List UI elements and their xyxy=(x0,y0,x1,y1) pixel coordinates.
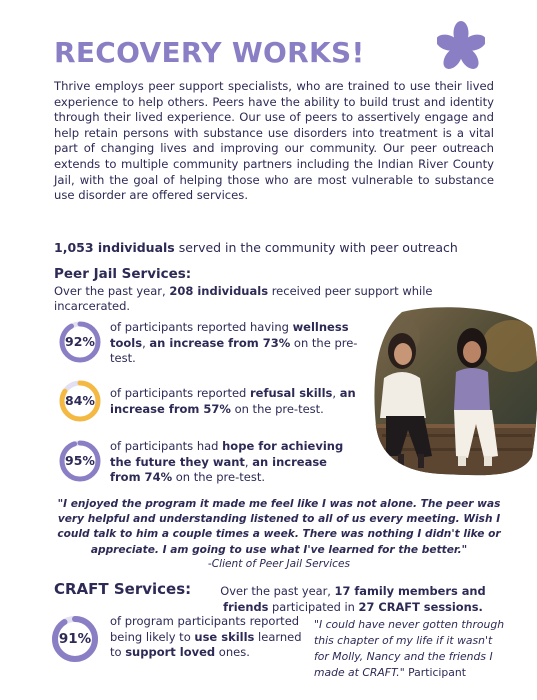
percent-label: 95% xyxy=(65,453,95,468)
craft-intro-bold-2: 27 CRAFT sessions. xyxy=(358,600,483,614)
two-women-talking-photo xyxy=(372,306,537,478)
stat-text-2: , xyxy=(244,454,253,469)
client-quote: "I enjoyed the program it made me feel like I was not alone. The peer was very helpful and understanding listened to all of us every meeting. Wish I could talk to him a couple times a week. There was nothing I didn't like or appreciate. I am going to use what I've learned for the better." xyxy=(57,498,501,556)
craft-heading: CRAFT Services: xyxy=(54,580,192,598)
client-quote-attribution: -Client of Peer Jail Services xyxy=(207,558,351,570)
flower-icon xyxy=(437,20,485,72)
peer-jail-heading: Peer Jail Services: xyxy=(54,266,192,282)
stat-text-1: of participants had xyxy=(110,439,223,453)
community-stat-text: served in the community with peer outreach xyxy=(174,240,458,255)
peer-jail-intro-pre: Over the past year, xyxy=(54,284,170,298)
stat-text-2: learned to xyxy=(110,629,302,659)
stat-bold-2: support loved xyxy=(125,645,216,659)
peer-jail-intro-post: received peer support while incarcerated. xyxy=(54,284,433,313)
stat-text-3: ones. xyxy=(215,645,250,659)
stat-description xyxy=(110,386,370,417)
intro-paragraph: Thrive employs peer support specialists, who are trained to use their lived experience to help others. Peers have the ability to build trust and identity through their lived experience. Our use of peers to assertively engage and help retain persons with substance use disorders into treatment is a vital part of changing lives and improving our community. Our peer outreach extends to multiple community partners including the Indian River County Jail, with the goal of helping those who are most vulnerable to substance use disorder are offered services. xyxy=(54,79,494,203)
percent-label: 92% xyxy=(65,334,95,349)
stat-text-3: on the pre-test. xyxy=(172,470,265,484)
stat-description xyxy=(110,439,355,486)
craft-intro-pre: Over the past year, xyxy=(220,584,335,598)
percent-label: 84% xyxy=(65,393,95,408)
stat-text-1: of participants reported xyxy=(110,386,250,400)
page-title: RECOVERY WORKS! xyxy=(54,36,365,69)
stat-bold-2: an increase from 57% xyxy=(110,386,356,416)
stat-text-3: on the pre-test. xyxy=(230,401,324,416)
stat-bold-1: refusal skills xyxy=(249,386,333,400)
craft-intro-bold-1: 17 family members and friends xyxy=(223,584,486,614)
peer-jail-intro-bold: 208 individuals xyxy=(169,284,269,298)
craft-quote-text: "I could have never gotten through this chapter of my life if it wasn't for Molly, Nancy and the friends I made at CRAFT." xyxy=(314,618,505,679)
stat-description xyxy=(110,614,310,661)
community-stat-bold: 1,053 individuals xyxy=(54,240,175,255)
stat-bold-1: use skills xyxy=(194,629,255,644)
stat-text-1: of program participants reported being likely to xyxy=(110,614,300,644)
stat-text-2: , xyxy=(332,386,340,400)
stat-bold-1: wellness tools xyxy=(110,320,349,350)
stat-description xyxy=(110,320,370,367)
percent-label: 91% xyxy=(58,631,92,647)
craft-quote-attribution: Participant xyxy=(408,666,466,679)
stat-bold-1: hope for achieving the future they want xyxy=(110,439,344,469)
craft-quote xyxy=(314,617,509,681)
craft-intro-mid: participated in xyxy=(268,600,359,614)
stat-bold-2: an increase from 73% xyxy=(149,335,291,350)
craft-intro xyxy=(218,583,488,615)
stat-bold-2: an increase from 74% xyxy=(110,454,327,484)
stat-text-2: , xyxy=(142,335,150,350)
stat-text-3: on the pre-test. xyxy=(110,335,358,365)
community-stat xyxy=(54,240,458,255)
stat-text-1: of participants reported having xyxy=(110,320,293,334)
